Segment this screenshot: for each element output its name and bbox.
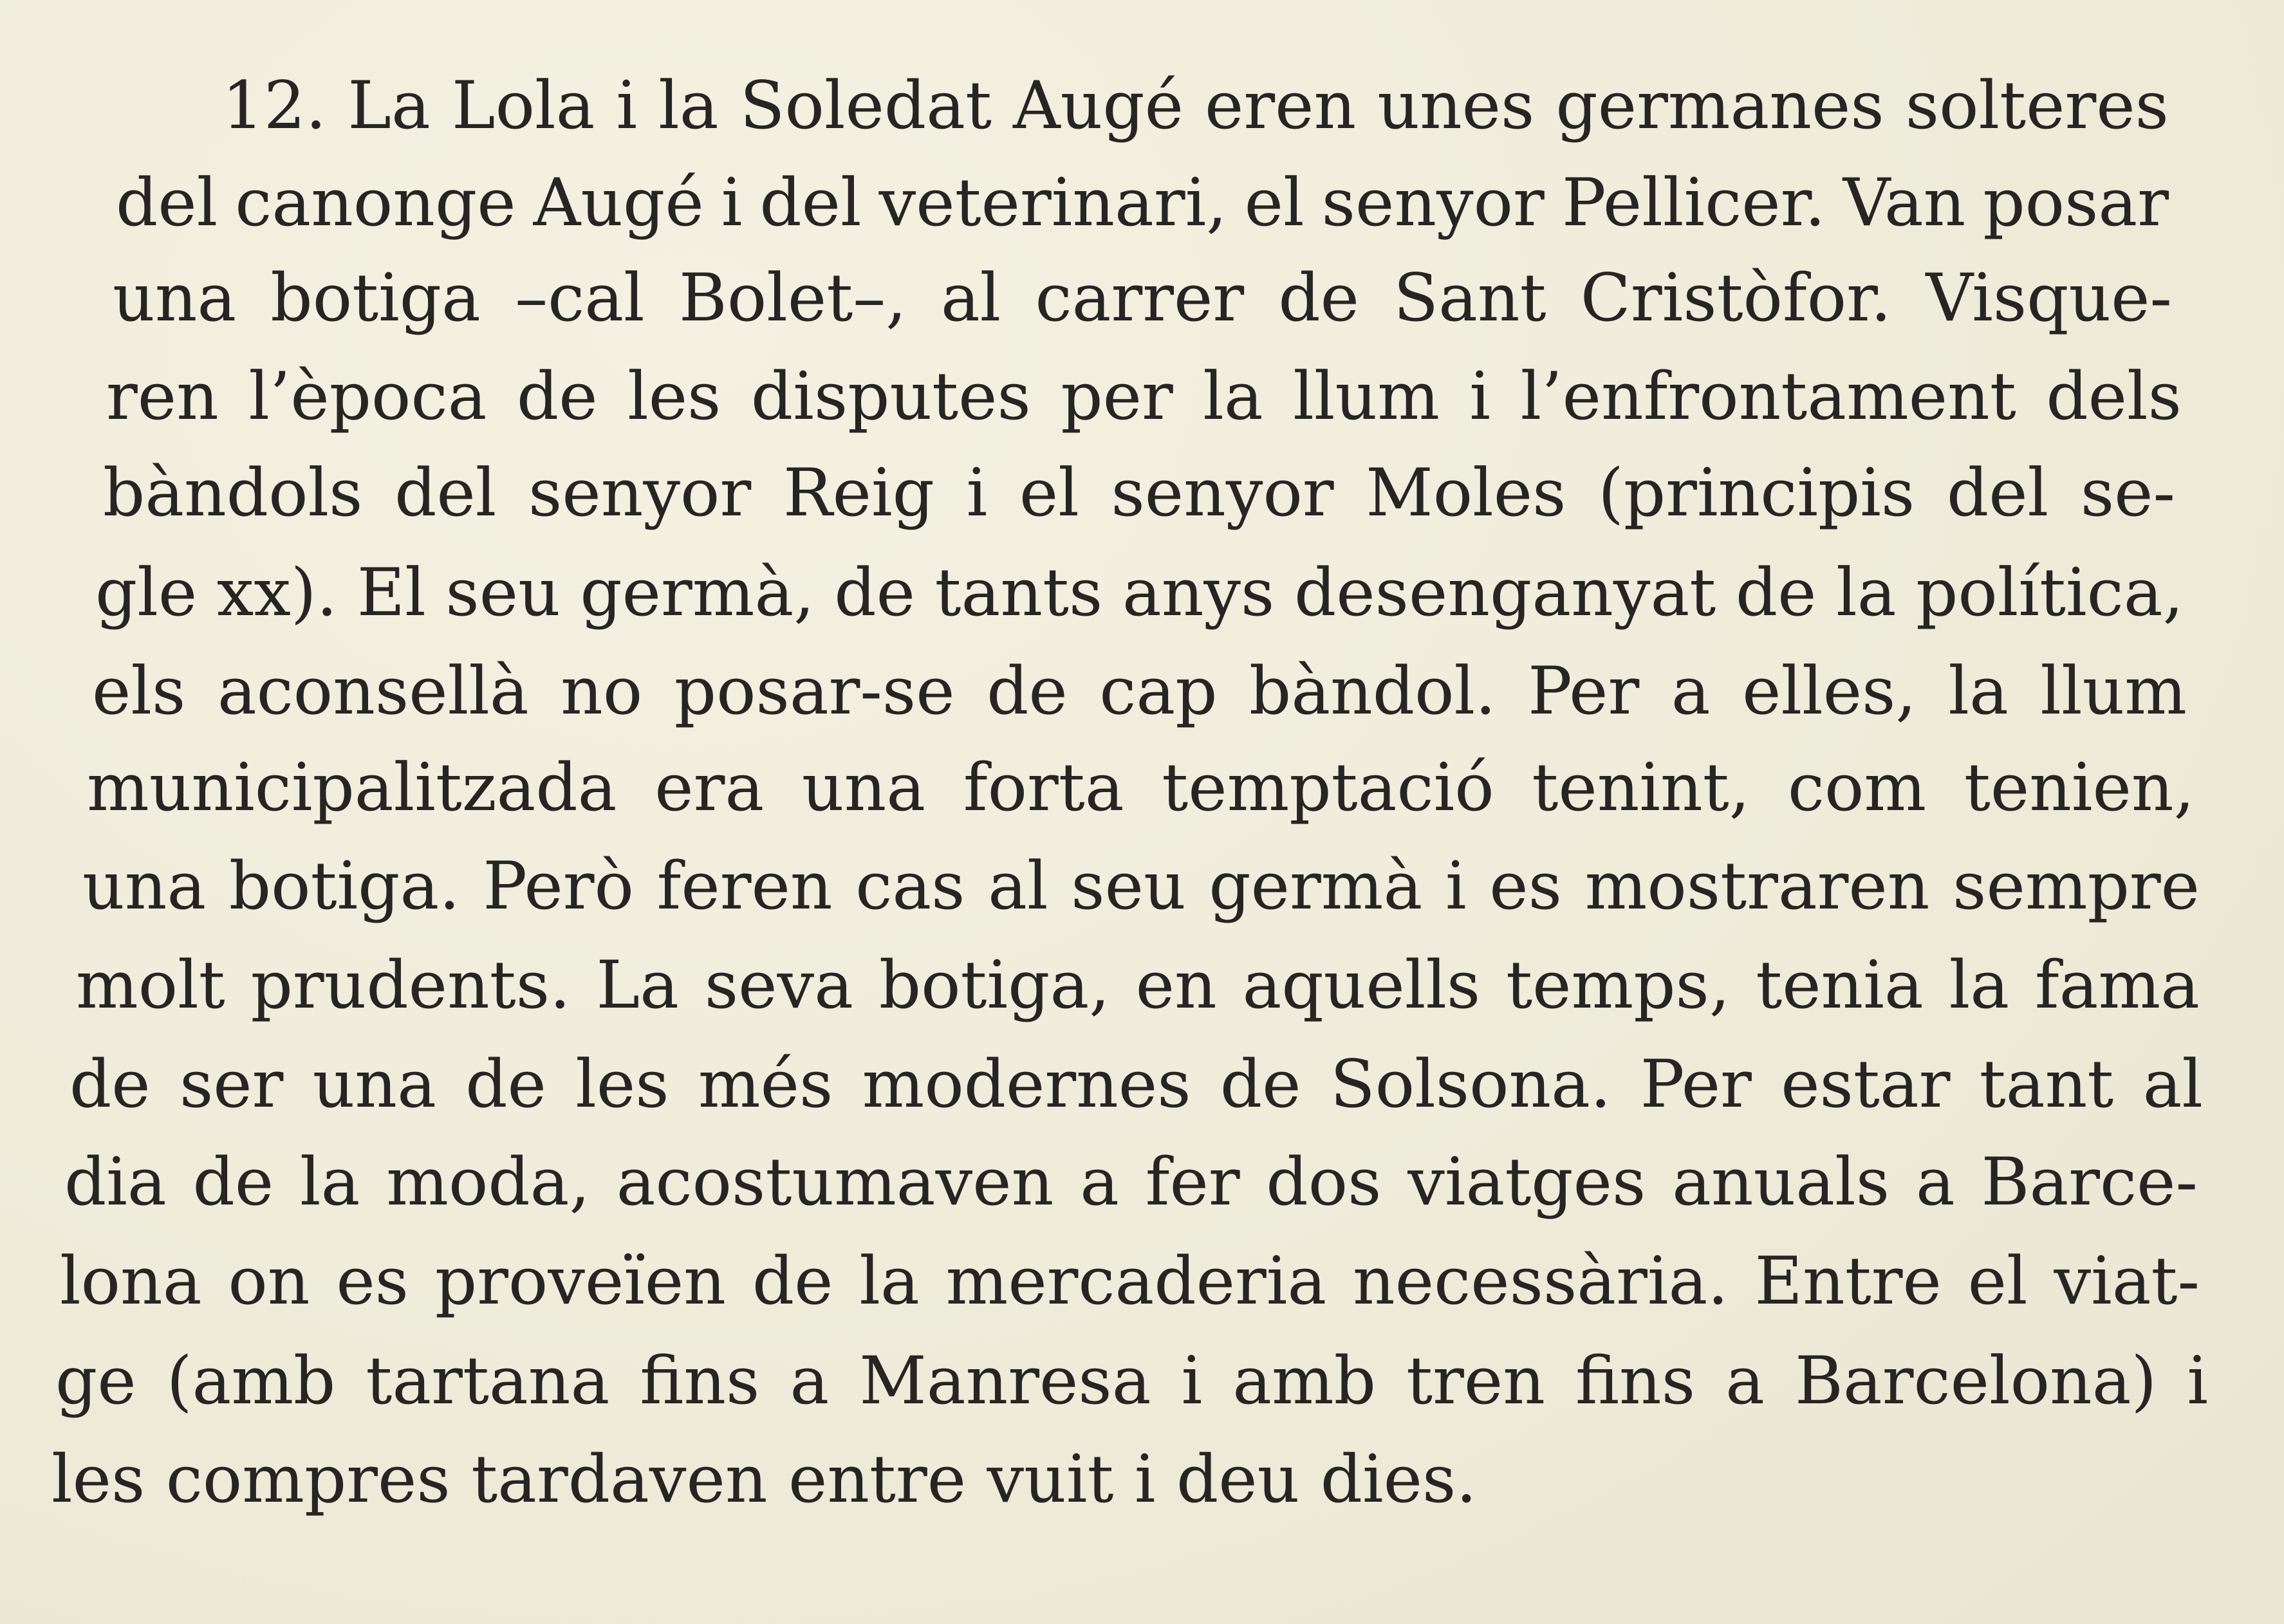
- text-line: les compres tardaven entre vuit i deu dies.: [51, 1441, 1477, 1518]
- text-line: de ser una de les més modernes de Solsona. Per estar tant al: [70, 1046, 2203, 1123]
- text-line: gle xx). El seu germà, de tants anys desenganyat de la política,: [95, 555, 2184, 631]
- text-line: ren l’època de les disputes per la llum i l’enfrontament dels: [106, 358, 2182, 435]
- text-line: una botiga. Però feren cas al seu germà i es mostraren sempre: [82, 848, 2200, 925]
- text-line: una botiga –cal Bolet–, al carrer de Sant Cristòfor. Visque-: [113, 260, 2172, 337]
- text-line: bàndols del senyor Reig i el senyor Moles (principis del se-: [103, 455, 2175, 531]
- text-line: els aconsellà no posar-se de cap bàndol. Per a elles, la llum: [92, 653, 2187, 730]
- text-line: lona on es proveïen de la mercaderia necessària. Entre el viat-: [60, 1243, 2200, 1320]
- text-line: ge (amb tartana fins a Manresa i amb tren fins a Barcelona) i: [55, 1343, 2208, 1419]
- text-line: dia de la moda, acostumaven a fer dos viatges anuals a Barce-: [64, 1144, 2198, 1221]
- text-line: molt prudents. La seva botiga, en aquells temps, tenia la fama: [76, 947, 2200, 1024]
- text-line: 12. La Lola i la Soledat Augé eren unes germanes solteres: [222, 68, 2169, 144]
- text-line: del canonge Augé i del veterinari, el senyor Pellicer. Van posar: [116, 165, 2169, 241]
- text-line: municipalitzada era una forta temptació tenint, com tenien,: [87, 750, 2195, 826]
